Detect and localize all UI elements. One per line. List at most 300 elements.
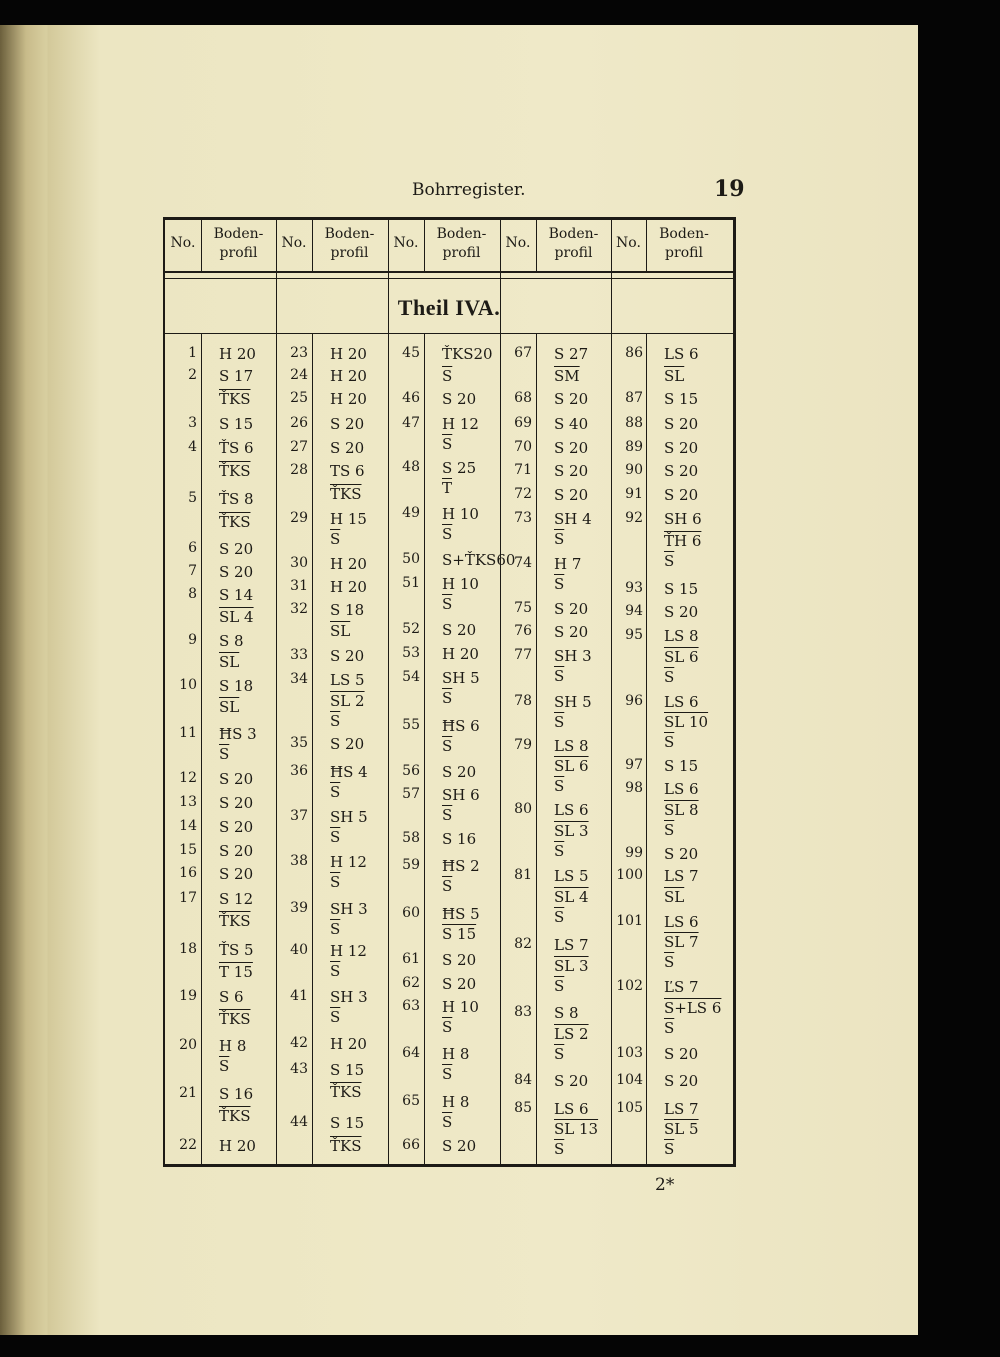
entry-number: 5 bbox=[188, 490, 197, 506]
soil-profile: $\overline{S}$ bbox=[442, 435, 453, 453]
entry-number: 2 bbox=[188, 367, 197, 383]
soil-profile: $\overline{S}$ bbox=[330, 920, 341, 938]
soil-profile: $\overline{S}$ bbox=[442, 737, 453, 755]
entry-number: 98 bbox=[625, 780, 643, 796]
entry-number: 62 bbox=[402, 975, 420, 991]
soil-profile: $\overline{ŤKS}$ bbox=[219, 912, 251, 930]
no-column-divider bbox=[536, 334, 537, 1164]
soil-profile: ĦS 2 bbox=[442, 857, 480, 875]
soil-profile: H 12 bbox=[442, 415, 479, 433]
soil-profile: $\overline{S}$ bbox=[330, 962, 341, 980]
soil-profile: S 17 bbox=[219, 367, 254, 385]
running-header: Bohrregister. bbox=[412, 180, 526, 200]
entry-number: 7 bbox=[188, 563, 197, 579]
soil-profile: $\overline{SL}$ bbox=[664, 367, 685, 385]
soil-profile: SH 6 bbox=[442, 786, 480, 804]
header-bodenprofil: Boden- profil bbox=[324, 226, 375, 261]
soil-profile: $\overline{S}$ bbox=[442, 1065, 453, 1083]
soil-profile: S 15 bbox=[664, 390, 699, 408]
soil-profile: H 15 bbox=[330, 510, 367, 528]
entry-number: 90 bbox=[625, 462, 643, 478]
header-rule bbox=[165, 271, 733, 279]
soil-profile: SL 6 bbox=[664, 648, 699, 666]
soil-profile: $\overline{S}$ bbox=[442, 1018, 453, 1036]
entry-number: 11 bbox=[179, 725, 197, 741]
entry-number: 31 bbox=[290, 578, 308, 594]
no-column-divider bbox=[646, 334, 647, 1164]
soil-profile: SL 3 bbox=[554, 822, 589, 840]
soil-profile: $\overline{ŤKS}$ bbox=[330, 485, 362, 503]
no-column-divider bbox=[312, 334, 313, 1164]
soil-profile: SL 6 bbox=[554, 757, 589, 775]
soil-profile: S 20 bbox=[330, 647, 365, 665]
soil-profile: S 20 bbox=[664, 1045, 699, 1063]
entry-number: 41 bbox=[290, 988, 308, 1004]
soil-profile: LS 2 bbox=[554, 1025, 589, 1043]
soil-profile: SL 10 bbox=[664, 713, 709, 731]
soil-profile: $\overline{S}$ bbox=[664, 1140, 675, 1158]
soil-profile: SL 8 bbox=[664, 801, 699, 819]
soil-profile: S 20 bbox=[442, 763, 477, 781]
entry-number: 33 bbox=[290, 647, 308, 663]
soil-profile: H 20 bbox=[330, 390, 367, 408]
soil-profile: $\overline{ŤKS}$ bbox=[219, 1010, 251, 1028]
soil-profile: S 20 bbox=[554, 623, 589, 641]
soil-profile: S 20 bbox=[664, 486, 699, 504]
entry-number: 105 bbox=[616, 1100, 643, 1116]
soil-profile: S 20 bbox=[554, 439, 589, 457]
header-no: No. bbox=[616, 235, 641, 251]
entry-number: 35 bbox=[290, 735, 308, 751]
entry-number: 77 bbox=[514, 647, 532, 663]
entry-number: 4 bbox=[188, 439, 197, 455]
soil-profile: ĦS 6 bbox=[442, 717, 480, 735]
soil-profile: H 12 bbox=[330, 853, 367, 871]
entry-number: 59 bbox=[402, 857, 420, 873]
soil-profile: $\overline{S}$ bbox=[554, 1045, 565, 1063]
soil-profile: SL 4 bbox=[554, 888, 589, 906]
soil-profile: S 27 bbox=[554, 345, 589, 363]
soil-profile: $\overline{ŤKS}$ bbox=[219, 1107, 251, 1125]
entry-number: 53 bbox=[402, 645, 420, 661]
soil-profile: $\overline{T}$ bbox=[442, 479, 453, 497]
soil-profile: S 20 bbox=[219, 770, 254, 788]
soil-profile: LS 6 bbox=[664, 345, 699, 363]
soil-profile: ĽS 7 bbox=[664, 978, 699, 996]
entry-number: 36 bbox=[290, 763, 308, 779]
soil-profile: H 12 bbox=[330, 942, 367, 960]
soil-profile: LS 8 bbox=[554, 737, 589, 755]
soil-profile: $\overline{S}$ bbox=[554, 575, 565, 593]
soil-profile: ĦS 4 bbox=[330, 763, 368, 781]
soil-profile: $\overline{S}$ bbox=[330, 712, 341, 730]
entry-number: 40 bbox=[290, 942, 308, 958]
soil-profile: LS 7 bbox=[554, 936, 589, 954]
soil-profile: SH 4 bbox=[554, 510, 592, 528]
soil-profile: H 20 bbox=[219, 1137, 256, 1155]
no-column-divider bbox=[424, 334, 425, 1164]
soil-profile: S 15 bbox=[330, 1114, 365, 1132]
soil-profile: H 10 bbox=[442, 998, 479, 1016]
soil-profile: S 20 bbox=[442, 951, 477, 969]
soil-profile: S 16 bbox=[442, 830, 477, 848]
soil-profile: LS 6 bbox=[664, 780, 699, 798]
soil-profile: H 20 bbox=[330, 1035, 367, 1053]
soil-profile: $\overline{S}$ bbox=[554, 1140, 565, 1158]
entry-number: 9 bbox=[188, 632, 197, 648]
entry-number: 45 bbox=[402, 345, 420, 361]
soil-profile: $\overline{ŤKS}$ bbox=[219, 390, 251, 408]
header-no: No. bbox=[393, 235, 419, 251]
soil-profile: S 20 bbox=[664, 462, 699, 480]
soil-profile: SH 3 bbox=[554, 647, 592, 665]
entry-number: 70 bbox=[514, 439, 532, 455]
soil-profile: S 12 bbox=[219, 890, 254, 908]
entry-number: 101 bbox=[616, 913, 643, 929]
soil-profile: $\overline{SL}$ bbox=[219, 698, 240, 716]
entry-number: 60 bbox=[402, 905, 420, 921]
entry-number: 72 bbox=[514, 486, 532, 502]
soil-profile: S 20 bbox=[219, 540, 254, 558]
table-section-title: Theil IVA. bbox=[397, 295, 501, 320]
entry-number: 42 bbox=[290, 1035, 308, 1051]
soil-profile: $\overline{S}$ bbox=[219, 745, 230, 763]
soil-profile: $\overline{SL}$ bbox=[664, 888, 685, 906]
soil-profile: SH 3 bbox=[330, 988, 368, 1006]
soil-profile: S 15 bbox=[664, 757, 699, 775]
entry-number: 50 bbox=[402, 551, 420, 567]
soil-profile: LS 6 bbox=[664, 693, 699, 711]
entry-number: 8 bbox=[188, 586, 197, 602]
entry-number: 54 bbox=[402, 669, 420, 685]
soil-profile: LS 7 bbox=[664, 867, 699, 885]
entry-number: 61 bbox=[402, 951, 420, 967]
entry-number: 12 bbox=[179, 770, 197, 786]
soil-profile: $\overline{S}$ bbox=[664, 1019, 675, 1037]
header-no: No. bbox=[170, 235, 196, 251]
no-column-divider bbox=[201, 334, 202, 1164]
entry-number: 26 bbox=[290, 415, 308, 431]
page-number: 19 bbox=[714, 176, 745, 202]
soil-profile: ĦS 5 bbox=[442, 905, 480, 923]
soil-profile: $\overline{S}$ bbox=[664, 733, 675, 751]
soil-profile: S 20 bbox=[330, 439, 365, 457]
entry-number: 10 bbox=[179, 677, 197, 693]
soil-profile: ŤS 8 bbox=[219, 490, 254, 508]
soil-profile: $\overline{S}$ bbox=[330, 1008, 341, 1026]
entry-number: 57 bbox=[402, 786, 420, 802]
entry-number: 104 bbox=[616, 1072, 643, 1088]
header-bodenprofil: Boden- profil bbox=[436, 226, 487, 261]
soil-profile: S 8 bbox=[219, 632, 244, 650]
entry-number: 44 bbox=[290, 1114, 308, 1130]
entry-number: 94 bbox=[625, 603, 643, 619]
soil-profile: SL 2 bbox=[330, 692, 365, 710]
entry-number: 64 bbox=[402, 1045, 420, 1061]
soil-profile: LS 6 bbox=[664, 913, 699, 931]
entry-number: 16 bbox=[179, 865, 197, 881]
entry-number: 46 bbox=[402, 390, 420, 406]
soil-profile: H 10 bbox=[442, 575, 479, 593]
entry-number: 79 bbox=[514, 737, 532, 753]
entry-number: 87 bbox=[625, 390, 643, 406]
entry-number: 91 bbox=[625, 486, 643, 502]
entry-number: 95 bbox=[625, 627, 643, 643]
soil-profile: LS 6 bbox=[554, 801, 589, 819]
signature-mark: 2* bbox=[655, 1175, 675, 1195]
entry-number: 21 bbox=[179, 1085, 197, 1101]
entry-number: 81 bbox=[514, 867, 532, 883]
soil-profile: ŤS 6 bbox=[219, 439, 254, 457]
entry-number: 24 bbox=[290, 367, 308, 383]
soil-profile: S 20 bbox=[219, 794, 254, 812]
soil-profile: TS 6 bbox=[330, 462, 365, 480]
entry-number: 73 bbox=[514, 510, 532, 526]
soil-profile: $\overline{S}$ bbox=[554, 908, 565, 926]
entry-number: 100 bbox=[616, 867, 643, 883]
entry-number: 55 bbox=[402, 717, 420, 733]
soil-profile: $\overline{ŤKS}$ bbox=[219, 462, 251, 480]
soil-profile: $\overline{S}$ bbox=[219, 1057, 230, 1075]
soil-profile: S 20 bbox=[554, 462, 589, 480]
soil-profile: S 18 bbox=[219, 677, 254, 695]
entry-number: 75 bbox=[514, 600, 532, 616]
soil-profile: S 20 bbox=[664, 415, 699, 433]
entry-number: 37 bbox=[290, 808, 308, 824]
soil-profile: $\overline{SM}$ bbox=[554, 367, 580, 385]
soil-profile: ŤH 6 bbox=[664, 532, 702, 550]
soil-profile: SH 6 bbox=[664, 510, 702, 528]
entry-number: 85 bbox=[514, 1100, 532, 1116]
soil-profile: $\overline{S}$ bbox=[330, 530, 341, 548]
entry-number: 51 bbox=[402, 575, 420, 591]
entry-number: 65 bbox=[402, 1093, 420, 1109]
entry-number: 29 bbox=[290, 510, 308, 526]
soil-profile: SL 13 bbox=[554, 1120, 599, 1138]
entry-number: 89 bbox=[625, 439, 643, 455]
soil-profile: LS 7 bbox=[664, 1100, 699, 1118]
entry-number: 38 bbox=[290, 853, 308, 869]
soil-profile: S 20 bbox=[442, 390, 477, 408]
header-bodenprofil: Boden- profil bbox=[659, 226, 709, 261]
entry-number: 49 bbox=[402, 505, 420, 521]
soil-profile: S 20 bbox=[554, 390, 589, 408]
soil-profile: S 16 bbox=[219, 1085, 254, 1103]
entry-number: 32 bbox=[290, 601, 308, 617]
entry-number: 23 bbox=[290, 345, 308, 361]
soil-profile: $\overline{S}$ bbox=[442, 1113, 453, 1131]
soil-profile: S 40 bbox=[554, 415, 589, 433]
soil-profile: H 10 bbox=[442, 505, 479, 523]
soil-profile: S 20 bbox=[664, 845, 699, 863]
soil-profile: S 20 bbox=[554, 600, 589, 618]
soil-profile: S 18 bbox=[330, 601, 365, 619]
entry-number: 71 bbox=[514, 462, 532, 478]
soil-profile: S 6 bbox=[219, 988, 244, 1006]
soil-profile: H 8 bbox=[442, 1093, 470, 1111]
entry-number: 3 bbox=[188, 415, 197, 431]
soil-profile: S 15 bbox=[664, 580, 699, 598]
soil-profile: $\overline{S}$ bbox=[664, 668, 675, 686]
column-divider bbox=[500, 220, 501, 1164]
column-divider bbox=[276, 220, 277, 1164]
soil-profile: $\overline{ŤKS}$ bbox=[219, 513, 251, 531]
soil-profile: S 20 bbox=[664, 1072, 699, 1090]
entry-number: 48 bbox=[402, 459, 420, 475]
entry-number: 43 bbox=[290, 1061, 308, 1077]
soil-profile: $\overline{S}$ bbox=[442, 367, 453, 385]
entry-number: 15 bbox=[179, 842, 197, 858]
soil-profile: S 20 bbox=[664, 603, 699, 621]
soil-profile: $\overline{S}$ bbox=[664, 953, 675, 971]
entry-number: 56 bbox=[402, 763, 420, 779]
soil-profile: $\overline{S}$ bbox=[554, 777, 565, 795]
header-bodenprofil: Boden- profil bbox=[548, 226, 599, 261]
header-no: No. bbox=[505, 235, 531, 251]
entry-number: 102 bbox=[616, 978, 643, 994]
entry-number: 27 bbox=[290, 439, 308, 455]
entry-number: 20 bbox=[179, 1037, 197, 1053]
soil-profile: $\overline{S}$ bbox=[442, 525, 453, 543]
soil-profile: S 20 bbox=[554, 486, 589, 504]
header-bodenprofil: Boden- profil bbox=[213, 226, 264, 261]
soil-profile: S 15 bbox=[219, 415, 254, 433]
soil-profile: SL 4 bbox=[219, 608, 254, 626]
soil-profile: S 20 bbox=[442, 621, 477, 639]
soil-profile: H 20 bbox=[442, 645, 479, 663]
soil-profile: SL 3 bbox=[554, 957, 589, 975]
entry-number: 67 bbox=[514, 345, 532, 361]
entry-number: 19 bbox=[179, 988, 197, 1004]
entry-number: 58 bbox=[402, 830, 420, 846]
soil-profile: H 20 bbox=[219, 345, 256, 363]
borehole-register-table bbox=[163, 217, 736, 1167]
soil-profile: SL 7 bbox=[664, 933, 699, 951]
entry-number: 22 bbox=[179, 1137, 197, 1153]
entry-number: 69 bbox=[514, 415, 532, 431]
soil-profile: $\overline{S}$ bbox=[442, 689, 453, 707]
entry-number: 30 bbox=[290, 555, 308, 571]
soil-profile: $\overline{S}$ bbox=[664, 552, 675, 570]
soil-profile: $\overline{SL}$ bbox=[330, 622, 351, 640]
soil-profile: $\overline{S}$ bbox=[330, 783, 341, 801]
entry-number: 76 bbox=[514, 623, 532, 639]
soil-profile: H 20 bbox=[330, 345, 367, 363]
entry-number: 1 bbox=[188, 345, 197, 361]
header-no: No. bbox=[281, 235, 307, 251]
soil-profile: $\overline{S}$ bbox=[554, 713, 565, 731]
soil-profile: S 20 bbox=[442, 975, 477, 993]
soil-profile: $\overline{S}$ bbox=[442, 877, 453, 895]
entry-number: 52 bbox=[402, 621, 420, 637]
entry-number: 86 bbox=[625, 345, 643, 361]
soil-profile: H 8 bbox=[219, 1037, 247, 1055]
soil-profile: ŤKS20 bbox=[442, 345, 493, 363]
soil-profile: S 20 bbox=[330, 415, 365, 433]
soil-profile: $\overline{S}$ bbox=[554, 667, 565, 685]
soil-profile: H 8 bbox=[442, 1045, 470, 1063]
soil-profile: SH 5 bbox=[554, 693, 592, 711]
soil-profile: H 20 bbox=[330, 578, 367, 596]
entry-number: 78 bbox=[514, 693, 532, 709]
soil-profile: ŤS 5 bbox=[219, 941, 254, 959]
soil-profile: $\overline{ŤKS}$ bbox=[330, 1083, 362, 1101]
soil-profile: H 20 bbox=[330, 367, 367, 385]
entry-number: 103 bbox=[616, 1045, 643, 1061]
entry-number: 18 bbox=[179, 941, 197, 957]
soil-profile: S+ŤKS60 bbox=[442, 551, 516, 569]
soil-profile: $\overline{S}$ bbox=[554, 842, 565, 860]
soil-profile: SL 5 bbox=[664, 1120, 699, 1138]
soil-profile: $\overline{S}$ bbox=[442, 806, 453, 824]
soil-profile: S 20 bbox=[219, 842, 254, 860]
soil-profile: S 20 bbox=[219, 563, 254, 581]
soil-profile: $\overline{S}$ bbox=[442, 595, 453, 613]
entry-number: 84 bbox=[514, 1072, 532, 1088]
entry-number: 88 bbox=[625, 415, 643, 431]
entry-number: 25 bbox=[290, 390, 308, 406]
entry-number: 14 bbox=[179, 818, 197, 834]
column-divider bbox=[611, 220, 612, 1164]
soil-profile: S 20 bbox=[442, 1137, 477, 1155]
soil-profile: S 14 bbox=[219, 586, 254, 604]
entry-number: 47 bbox=[402, 415, 420, 431]
soil-profile: S 25 bbox=[442, 459, 477, 477]
section-title-rule bbox=[165, 333, 733, 334]
soil-profile: S 20 bbox=[219, 865, 254, 883]
soil-profile: S+LS 6 bbox=[664, 999, 722, 1017]
entry-number: 34 bbox=[290, 671, 308, 687]
soil-profile: S 20 bbox=[219, 818, 254, 836]
soil-profile: $\overline{S}$ bbox=[330, 828, 341, 846]
entry-number: 92 bbox=[625, 510, 643, 526]
soil-profile: S 20 bbox=[554, 1072, 589, 1090]
soil-profile: SH 3 bbox=[330, 900, 368, 918]
entry-number: 96 bbox=[625, 693, 643, 709]
soil-profile: S 15 bbox=[442, 925, 477, 943]
soil-profile: $\overline{S}$ bbox=[664, 821, 675, 839]
soil-profile: S 15 bbox=[330, 1061, 365, 1079]
soil-profile: $\overline{S}$ bbox=[554, 977, 565, 995]
soil-profile: T 15 bbox=[219, 963, 253, 981]
entry-number: 83 bbox=[514, 1004, 532, 1020]
soil-profile: $\overline{ŤKS}$ bbox=[330, 1137, 362, 1155]
entry-number: 74 bbox=[514, 555, 532, 571]
soil-profile: S 20 bbox=[664, 439, 699, 457]
soil-profile: LS 8 bbox=[664, 627, 699, 645]
soil-profile: SH 5 bbox=[330, 808, 368, 826]
entry-number: 63 bbox=[402, 998, 420, 1014]
entry-number: 39 bbox=[290, 900, 308, 916]
soil-profile: $\overline{SL}$ bbox=[219, 653, 240, 671]
column-divider bbox=[388, 220, 389, 1164]
entry-number: 6 bbox=[188, 540, 197, 556]
entry-number: 66 bbox=[402, 1137, 420, 1153]
entry-number: 93 bbox=[625, 580, 643, 596]
entry-number: 13 bbox=[179, 794, 197, 810]
entry-number: 28 bbox=[290, 462, 308, 478]
entry-number: 97 bbox=[625, 757, 643, 773]
soil-profile: H 7 bbox=[554, 555, 582, 573]
soil-profile: S 8 bbox=[554, 1004, 579, 1022]
soil-profile: ĦS 3 bbox=[219, 725, 257, 743]
soil-profile: LS 5 bbox=[554, 867, 589, 885]
soil-profile: SH 5 bbox=[442, 669, 480, 687]
entry-number: 17 bbox=[179, 890, 197, 906]
entry-number: 80 bbox=[514, 801, 532, 817]
soil-profile: $\overline{S}$ bbox=[554, 530, 565, 548]
soil-profile: S 20 bbox=[330, 735, 365, 753]
